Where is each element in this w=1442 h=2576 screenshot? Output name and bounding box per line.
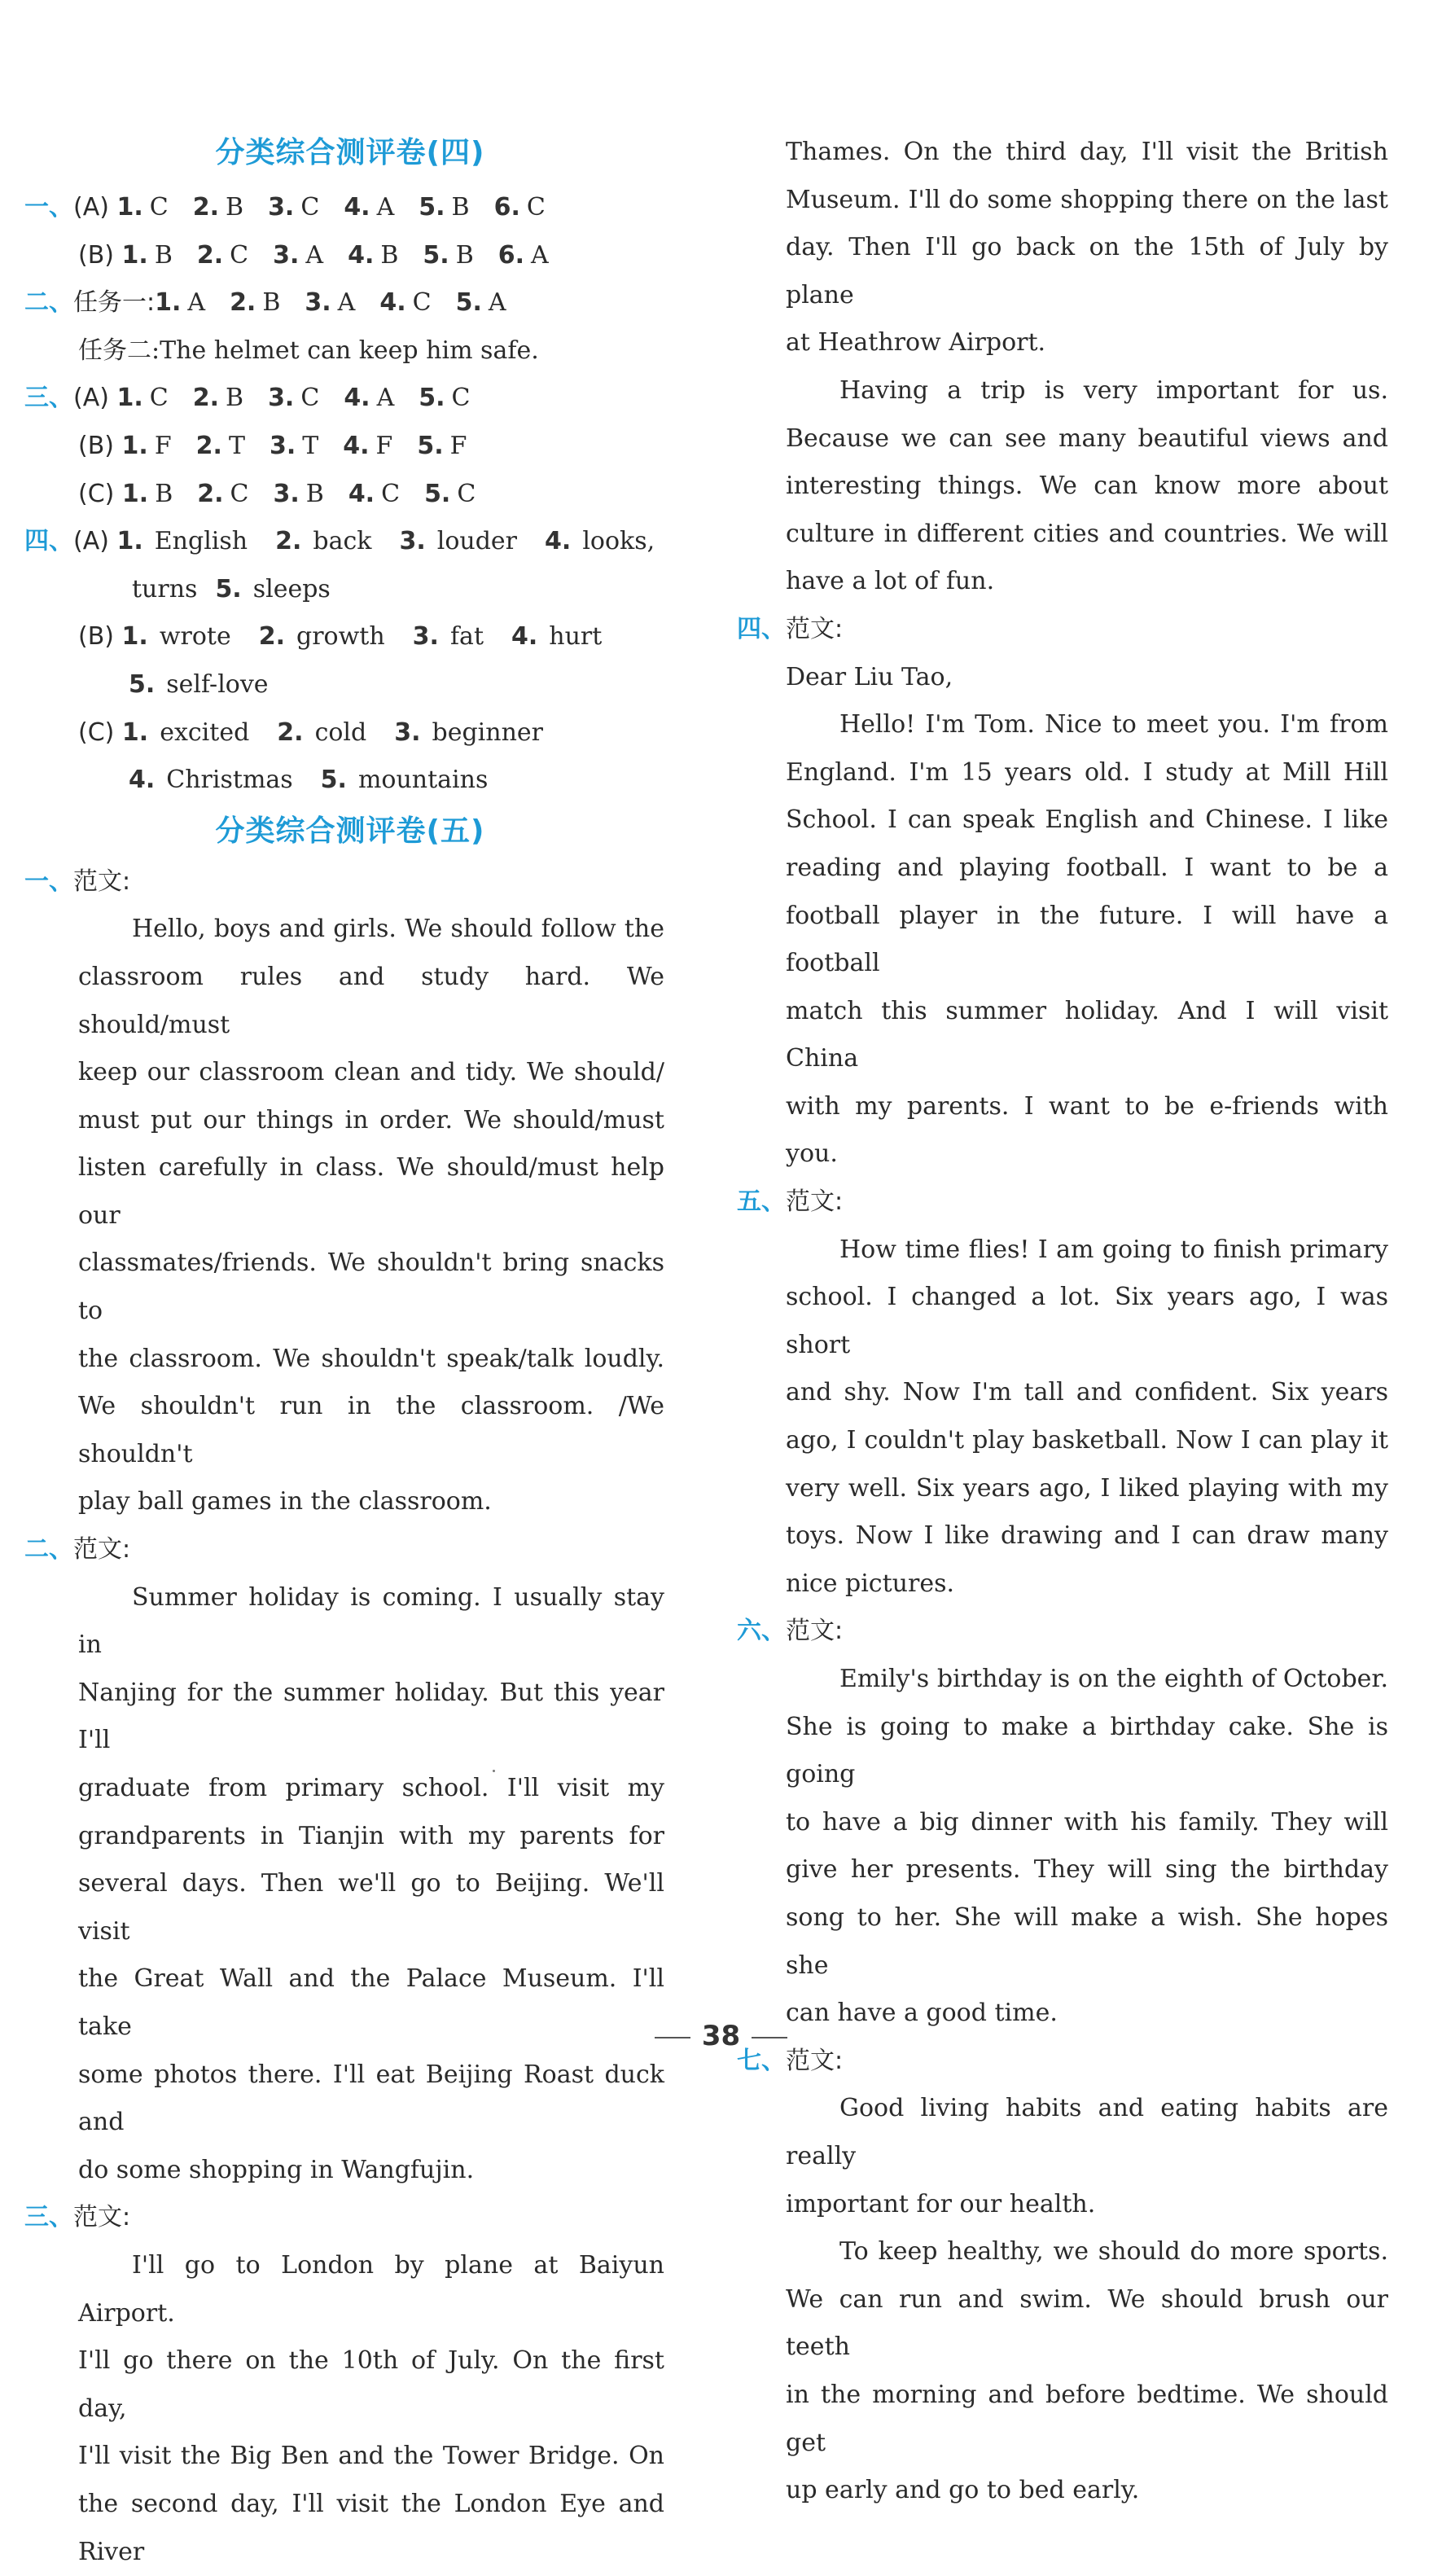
text-span: 3. [399, 527, 426, 556]
right-column [737, 129, 1388, 2515]
text-span: School. I can speak English and Chinese. I like [786, 805, 1388, 835]
text-span: C [230, 479, 249, 508]
text-span: 2. [196, 240, 224, 270]
s3-row-a [24, 375, 676, 423]
text-span: 2. [195, 431, 222, 460]
text-span: 2. [192, 384, 220, 413]
text-span: 4. [343, 431, 370, 460]
text-span: C [526, 193, 546, 222]
text-span: nice pictures. [786, 1569, 955, 1598]
text-span: 2. [192, 193, 220, 222]
text-span: 1. [116, 193, 143, 222]
text-span: 5. [424, 479, 451, 508]
text-span: (B) [78, 622, 114, 652]
text-span: 4. [348, 240, 375, 270]
text-span: the classroom. We shouldn't speak/talk loudly. [78, 1344, 664, 1373]
text-span: B [226, 384, 244, 413]
text-span: ago, I couldn't play basketball. Now I can play it [786, 1426, 1388, 1455]
text-span: school. I changed a lot. Six years ago, I was short [786, 1283, 1388, 1359]
text-span: England. I'm 15 years old. I study at Mill Hill [786, 757, 1388, 787]
text-span: 二、 [24, 1535, 73, 1564]
text-span: at Heathrow Airport. [786, 328, 1046, 358]
text-span: 5. [320, 766, 347, 795]
e3-essay [24, 2242, 664, 2576]
text-span: turns [132, 574, 198, 603]
text-span: 5. [423, 240, 449, 270]
text-span: keep our classroom clean and tidy. We should/ [78, 1058, 664, 1087]
text-span: Museum. I'll do some shopping there on the last [786, 185, 1388, 214]
text-span: match this summer holiday. And I will visit China [786, 996, 1388, 1073]
text-span: 七、 [737, 2046, 786, 2075]
e5-essay [786, 1227, 1388, 1608]
text-span: B [226, 193, 244, 222]
test-title-5: 分类综合测评卷(五) [215, 814, 485, 848]
text-span: 4. [344, 193, 370, 222]
text-span: 2. [230, 288, 256, 318]
text-span: (A) [73, 527, 109, 556]
text-span: with my parents. I want to be e-friends with you. [786, 1091, 1388, 1169]
text-span: some photos there. I'll eat Beijing Roast duck and [78, 2060, 664, 2137]
text-span: 3. [394, 718, 421, 747]
text-span: 2. [277, 718, 304, 747]
s3-row-c [24, 471, 676, 519]
text-span: Thames. On the third day, I'll visit the British [786, 138, 1388, 166]
text-span: F [449, 431, 467, 460]
text-span: 4. [379, 288, 406, 318]
text-span: 4. [344, 384, 370, 413]
s4-row-a [24, 518, 676, 566]
text-span: reading and playing football. I want to be a [786, 853, 1388, 882]
text-span: 三、 [24, 384, 73, 413]
text-span: 四、 [737, 614, 786, 643]
text-span: (C) [78, 479, 115, 508]
e3-heading [24, 2194, 676, 2242]
text-span: 范文: [73, 1535, 131, 1564]
text-span: B [380, 240, 399, 270]
text-span: T [228, 431, 245, 460]
text-span: Good living habits and eating habits are really [786, 2094, 1388, 2170]
text-span: excited [160, 718, 250, 747]
text-span: We can run and swim. We should brush our teeth [786, 2284, 1388, 2362]
text-span: C [149, 384, 169, 413]
text-span: looks, [582, 527, 655, 556]
text-span: 五、 [737, 1187, 786, 1217]
text-span: 4. [545, 527, 572, 556]
text-span: 范文: [786, 1187, 844, 1217]
s2-task1 [24, 279, 676, 327]
text-span: 范文: [73, 2203, 131, 2232]
e1-heading [24, 858, 676, 906]
text-span: How time flies! I am going to finish primary [839, 1235, 1388, 1264]
text-span: 5. [419, 384, 445, 413]
text-span: 2. [258, 622, 285, 652]
text-span: Emily's birthday is on the eighth of October. [839, 1665, 1388, 1693]
text-span: C [381, 479, 401, 508]
text-span: in the morning and before bedtime. We should get [786, 2380, 1388, 2457]
text-span: listen carefully in class. We should/must help our [78, 1153, 664, 1230]
text-span: C [300, 193, 320, 222]
text-span: 1. [116, 527, 143, 556]
text-span: 1. [121, 718, 149, 747]
text-span: 3. [268, 193, 295, 222]
s4-row-b [24, 613, 676, 661]
e2-essay [24, 1574, 664, 2195]
text-span: A [305, 240, 324, 270]
text-span: 3. [273, 479, 300, 508]
text-span: 2. [275, 527, 302, 556]
text-span: the second day, I'll visit the London Eye and River [78, 2489, 664, 2566]
text-span: day. Then I'll go back on the 15th of July by plane [786, 233, 1388, 309]
stray-dot [493, 1770, 495, 1772]
text-span: fat [449, 622, 484, 652]
text-span: football player in the future. I will have a football [786, 901, 1388, 978]
s4-row-b-cont [24, 661, 676, 709]
text-span: I'll go there on the 10th of July. On the first day, [78, 2346, 664, 2423]
e4-essay [786, 654, 1388, 1179]
text-span: graduate from primary school. I'll visit my [78, 1774, 664, 1802]
text-span: We shouldn't run in the classroom. /We shouldn't [78, 1392, 664, 1468]
e4-heading [737, 606, 1388, 654]
s4-row-c [24, 709, 676, 757]
text-span: (C) [78, 718, 115, 747]
text-span: C [149, 193, 169, 222]
e6-essay [786, 1656, 1388, 2038]
text-span: 5. [417, 431, 444, 460]
text-span: B [451, 193, 470, 222]
text-span: interesting things. We can know more about [786, 472, 1388, 501]
text-span: louder [436, 527, 518, 556]
text-span: I'll go to London by plane at Baiyun Airport. [78, 2250, 664, 2328]
text-span: Hello, boys and girls. We should follow the [132, 915, 664, 944]
text-span: classroom rules and study hard. We should/must [78, 962, 664, 1039]
text-span: B [455, 240, 474, 270]
e1-essay [24, 906, 664, 1526]
e2-heading [24, 1526, 676, 1574]
text-span: important for our health. [786, 2189, 1096, 2218]
left-column [24, 122, 676, 2576]
s3-row-b [24, 423, 676, 471]
text-span: B [155, 479, 173, 508]
text-span: T [302, 431, 319, 460]
text-span: 1. [121, 622, 148, 652]
text-span: Hello! I'm Tom. Nice to meet you. I'm from [839, 710, 1388, 739]
text-span: I'll visit the Big Ben and the Tower Bridge. On [78, 2442, 664, 2471]
text-span: 3. [268, 384, 295, 413]
text-span: B [305, 479, 324, 508]
text-span: B [154, 240, 173, 270]
text-span: C [451, 384, 471, 413]
text-span: F [154, 431, 172, 460]
text-span: 3. [412, 622, 439, 652]
text-span: Because we can see many beautiful views and [786, 423, 1388, 453]
text-span: growth [296, 622, 385, 652]
text-span: give her presents. They will sing the birthday [786, 1855, 1388, 1885]
text-span: several days. Then we'll go to Beijing. We'll visit [78, 1869, 664, 1946]
text-span: up early and go to bed early. [786, 2476, 1140, 2505]
text-span: wrote [159, 622, 231, 652]
text-span: must put our things in order. We should/must [78, 1105, 664, 1134]
text-span: 6. [493, 193, 520, 222]
text-span: 3. [269, 431, 296, 460]
text-span: 一、 [24, 867, 73, 896]
text-span: 任务一: [73, 288, 156, 318]
text-span: 2. [197, 479, 224, 508]
text-span: Having a trip is very important for us. [839, 375, 1388, 405]
text-span: mountains [357, 766, 489, 795]
text-span: 范文: [786, 614, 844, 643]
text-span: B [262, 288, 281, 318]
e6-heading [737, 1608, 1388, 1656]
text-span: C [230, 240, 249, 270]
text-span: (B) [78, 431, 114, 460]
text-span: 3. [273, 240, 300, 270]
text-span: A [376, 384, 395, 413]
text-span: 3. [305, 288, 331, 318]
text-span: 六、 [737, 1617, 786, 1646]
s2-task2: 任务二:The helmet can keep him safe. [78, 336, 539, 365]
text-span: 范文: [786, 1617, 844, 1646]
text-span: C [412, 288, 432, 318]
text-span: sleeps [252, 574, 331, 603]
text-span: 三、 [24, 2203, 73, 2232]
text-span: beginner [432, 718, 544, 747]
text-span: and shy. Now I'm tall and confident. Six years [786, 1378, 1388, 1407]
text-span: toys. Now I like drawing and I can draw many [786, 1521, 1388, 1551]
text-span: F [375, 431, 393, 460]
text-span: Nanjing for the summer holiday. But this year I'll [78, 1678, 664, 1755]
text-span: play ball games in the classroom. [78, 1487, 492, 1516]
s1-row-b [24, 232, 676, 280]
text-span: 5. [129, 669, 156, 699]
text-span: (A) [73, 193, 109, 222]
text-span: A [488, 288, 506, 318]
text-span: 5. [215, 574, 242, 603]
test-title-4: 分类综合测评卷(四) [215, 136, 485, 169]
text-span: 1. [121, 240, 148, 270]
text-span: 6. [497, 240, 525, 270]
text-span: (B) [78, 240, 114, 270]
text-span: classmates/friends. We shouldn't bring snacks to [78, 1249, 664, 1326]
page-number [0, 2020, 1442, 2052]
text-span: can have a good time. [786, 1999, 1058, 2028]
text-span: (A) [73, 384, 109, 413]
e3-essay-continued [786, 129, 1388, 606]
text-span: back [313, 527, 372, 556]
text-span: A [187, 288, 206, 318]
text-span: song to her. She will make a wish. She hopes she [786, 1902, 1388, 1980]
text-span: A [376, 193, 395, 222]
text-span: 范文: [73, 867, 131, 896]
s4-row-a-cont [24, 566, 676, 614]
text-span: 38 [701, 2020, 741, 2052]
text-span: She is going to make a birthday cake. She is going [786, 1712, 1388, 1789]
text-span: Dear Liu Tao, [786, 662, 953, 691]
text-span: 4. [348, 479, 375, 508]
text-span: 1. [116, 384, 143, 413]
text-span: 1. [121, 431, 148, 460]
text-span: Summer holiday is coming. I usually stay in [78, 1582, 664, 1660]
text-span: Christmas [166, 766, 293, 795]
text-span: the Great Wall and the Palace Museum. I'll take [78, 1964, 664, 2041]
text-span: A [531, 240, 549, 270]
e7-essay [786, 2085, 1388, 2514]
text-span: culture in different cities and countries. We will [786, 519, 1388, 548]
text-span: self-love [166, 669, 269, 699]
text-span: 4. [129, 766, 156, 795]
text-span: cold [314, 718, 367, 747]
text-span: 5. [419, 193, 445, 222]
text-span: A [337, 288, 356, 318]
text-span: C [457, 479, 476, 508]
text-span: 二、 [24, 288, 73, 318]
text-span: 一、 [24, 193, 73, 222]
text-span: To keep healthy, we should do more sports. [839, 2237, 1388, 2267]
text-span: have a lot of fun. [786, 567, 995, 596]
text-span: grandparents in Tianjin with my parents for [78, 1821, 664, 1850]
text-span: English [154, 527, 248, 556]
text-span: 范文: [786, 2046, 844, 2075]
text-span: 1. [121, 479, 149, 508]
text-span: do some shopping in Wangfujin. [78, 2155, 475, 2184]
e5-heading [737, 1178, 1388, 1227]
text-span: 四、 [24, 527, 73, 556]
text-span: 1. [155, 288, 182, 318]
text-span: 5. [455, 288, 482, 318]
text-span: 4. [511, 622, 538, 652]
text-span: hurt [549, 622, 603, 652]
s1-row-a [24, 184, 676, 232]
text-span: to have a big dinner with his family. They will [786, 1807, 1388, 1837]
text-span: very well. Six years ago, I liked playing with my [786, 1473, 1388, 1503]
text-span: C [300, 384, 320, 413]
s4-row-c-cont [24, 757, 676, 805]
